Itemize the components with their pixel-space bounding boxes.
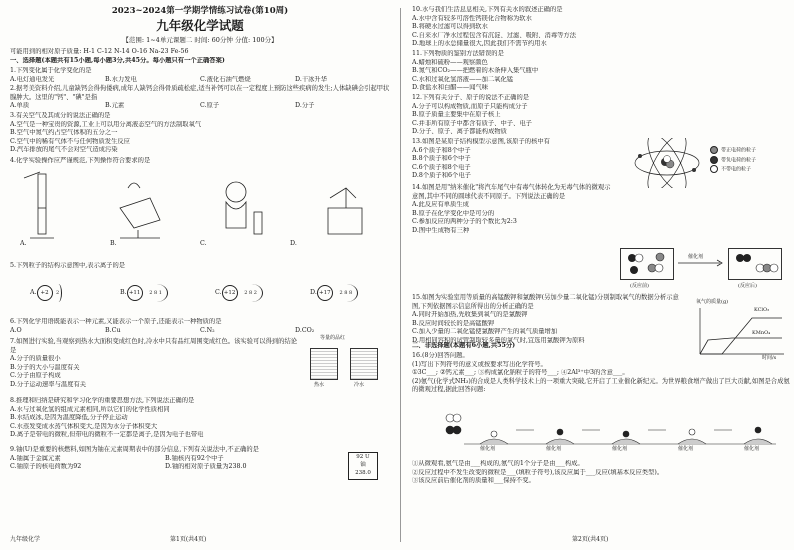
q12-option-a: A.分子可以构成物质,而原子只能构成分子 bbox=[412, 102, 528, 110]
q11-option-d: D.食盐水和白醋——闻气味 bbox=[412, 84, 489, 92]
q3-option-d: D.汽车排放的尾气不会对空气造成污染 bbox=[10, 146, 118, 154]
question-8: 8.推理和归纳是研究和学习化学的重要思想方法,下列说法正确的是 A.水与过氧化氢的组成元素相同,所以它们的化学性质相同 B.水结成冰,是因为温度降低,分子停止运动 C.水蒸发变成水蒸气体积变大,是因为水分子体积变大 D.离子是带电的微粒,但带电的微粒不一定都是离子,是因为电子也带电 bbox=[10, 397, 390, 440]
q4-option-d: D. bbox=[290, 240, 297, 247]
q13-option-a: A.6个质子和8个中子 bbox=[412, 146, 471, 154]
q10-option-d: D.地球上的水总储量很大,因此我们不需节约用水 bbox=[412, 40, 547, 48]
series-label-kclo3: KClO₃ bbox=[754, 307, 770, 313]
q4-option-b: B. bbox=[110, 240, 117, 247]
q7-option-d: D.分子运动速率与温度有关 bbox=[10, 380, 87, 388]
question-15: 15.如图为实验室用等质量的高锰酸钾和氯酸钾(另加少量二氧化锰)分别制取氧气的数据分析示意图,下列依据图示信息所得出的分析正确的是 A.同时开始加热,先收集到氧气的是氯酸钾 B.反应时间较长的是高锰酸钾 C.加入少量的二氧化锰使氯酸钾产生的氧气质量增加 D.用相同容积的试管制取较多量的氧气时,宜选用氯酸钾为原料 bbox=[412, 294, 682, 346]
atom-legend: 带正电荷的粒子 带负电荷的粒子 不带电的粒子 bbox=[710, 146, 756, 175]
q14-option-c: C.参加反应的两种分子的个数比为2:3 bbox=[412, 218, 517, 226]
section1-heading: 一、选择题(本题共有15小题,每小题3分,共45分。每小题只有一个正确答案) bbox=[10, 57, 225, 64]
question-3: 3.有关空气及其成分的说法正确的是 A.空气是一种宝贵的资源,工业上可以用分离液态空气的方法制取氧气 B.空气中氮气约占空气体积的五分之一 C.空气中的稀有气体不与任何物质发生反应 D.汽车排放的尾气不会对空气造成污染 bbox=[10, 112, 390, 155]
q13-option-d: D.8个质子和6个电子 bbox=[412, 172, 471, 180]
q8-option-c: C.水蒸发变成水蒸气体积变大,是因为水分子体积变大 bbox=[10, 422, 158, 430]
atom-diagram-a: A. +2 2 bbox=[30, 284, 62, 302]
q13-option-c: C.6个质子和8个电子 bbox=[412, 163, 471, 171]
q3-option-b: B.空气中氮气约占空气体积的五分之一 bbox=[10, 129, 118, 137]
q3-option-a: A.空气是一种宝贵的资源,工业上可以用分离液态空气的方法制取氧气 bbox=[10, 120, 202, 128]
q6-option-c: C.N₂ bbox=[200, 326, 215, 334]
q3-option-c: C.空气中的稀有气体不与任何物质发生反应 bbox=[10, 137, 130, 145]
catalyst-reaction-figure: 催化剂 (反应前) (反应后) bbox=[620, 248, 790, 294]
question-10: 10.水与我们生活息息相关,下列有关水的叙述正确的是 A.水中含有较多可溶性钙镁化合物称为软水 B.将硬水过滤可以得到软水 C.自来水厂净水过程包含有沉淀、过滤、吸附、消毒等方法 D.地球上的水总储量很大,因此我们不需节约用水 bbox=[412, 6, 792, 49]
q2-option-b: B.元素 bbox=[105, 102, 125, 110]
q7-option-a: A.分子的质量很小 bbox=[10, 355, 61, 363]
question-1: 1.下列变化属于化学变化的是 A.电灯通电发光 B.水力发电 C.液化石油气燃烧 D.干冰升华 bbox=[10, 67, 390, 84]
ammonia-synthesis-figure: 催化剂 催化剂 催化剂 催化剂 催化剂 bbox=[440, 410, 780, 454]
atom-diagram-d: D. +17 2 8 8 bbox=[310, 284, 358, 302]
q2-option-a: A.单质 bbox=[10, 102, 30, 110]
question-7: 7.如图进行实验,当观察到热水大面积变成红色时,冷水中只有品红周围变成红色。该实验可以得到的结论是 A.分子的质量很小 B.分子的大小与温度有关 C.分子由原子构成 D.分子运动速率与温度有关 bbox=[10, 338, 300, 390]
atomic-masses: 可能用到的相对原子质量: H-1 C-12 N-14 O-16 Na-23 Fe-56 bbox=[10, 48, 189, 55]
q6-option-a: A.O bbox=[10, 326, 22, 334]
left-column bbox=[10, 0, 390, 550]
q15-option-d: D.用相同容积的试管制取较多量的氧气时,宜选用氯酸钾为原料 bbox=[412, 336, 585, 344]
q11-option-b: B.氮气和CO₂——把燃着的木条伸入集气瓶中 bbox=[412, 67, 539, 75]
q9-option-c: C.铀原子的核电荷数为92 bbox=[10, 463, 82, 471]
q14-option-a: A.此反应有单质生成 bbox=[412, 201, 469, 209]
q14-option-b: B.原子在化学变化中是可分的 bbox=[412, 209, 495, 217]
question-5: 5.下列粒子的结构示意图中,表示离子的是 bbox=[10, 262, 126, 269]
q10-option-b: B.将硬水过滤可以得到软水 bbox=[412, 23, 488, 31]
q1-option-c: C.液化石油气燃烧 bbox=[200, 75, 251, 83]
question-4: 4.化学实验操作应严谨规范,下列操作符合要求的是 bbox=[10, 157, 151, 164]
question-16-subparts: ①从微观看,氨气是由___构成的,氨气的1个分子是由___构成。 ②反应过程中不发生改变的微粒是___(填粒子符号),该反应属于___反应(填基本反应类型)。 ③该反应前后催化剂的质量和___保持不变。 bbox=[412, 460, 664, 485]
question-2: 2.据考美资料介绍,儿童缺钙会得佝偻病,成年人缺钙会得骨质疏松症,适当补钙可以在一定程度上预防这些疾病的发生;人体缺碘会引起甲状腺肿大。这里的"钙"、"碘"是指 A.单质 B.元素 C.原子 D.分子 bbox=[10, 85, 390, 110]
oxygen-mass-chart: 氧气的质量(g) KClO₃ KMnO₄ 时间/s bbox=[692, 298, 788, 360]
section2-heading: 二、非选择题(本题有6小题,共55分) bbox=[412, 342, 516, 349]
q9-option-b: B.铀核内有92个中子 bbox=[165, 454, 224, 462]
footer-left-subject: 九年级化学 bbox=[10, 536, 41, 543]
q7-option-b: B.分子的大小与温度有关 bbox=[10, 363, 80, 371]
q12-option-b: B.原子质量主要集中在原子核上 bbox=[412, 111, 501, 119]
q7-beaker-figure: 等量的品红 热水 冷水 bbox=[302, 334, 388, 394]
q12-option-d: D.分子、原子、离子都能构成物质 bbox=[412, 128, 507, 136]
q8-option-d: D.离子是带电的微粒,但带电的微粒不一定都是离子,是因为电子也带电 bbox=[10, 431, 204, 439]
q8-option-a: A.水与过氧化氢的组成元素相同,所以它们的化学性质相同 bbox=[10, 405, 170, 413]
q8-option-b: B.水结成冰,是因为温度降低,分子停止运动 bbox=[10, 414, 128, 422]
q9-option-a: A.铀属于金属元素 bbox=[10, 454, 61, 462]
q9-option-d: D.铀的相对原子质量为238.0 bbox=[165, 463, 247, 471]
uranium-element-card: 92 U 铀 238.0 bbox=[348, 452, 378, 480]
q1-option-d: D.干冰升华 bbox=[295, 75, 328, 83]
question-12: 12.下列有关分子、原子的说法不正确的是 A.分子可以构成物质,而原子只能构成分子 B.原子质量主要集中在原子核上 C.并非所有原子中都含有质子、中子、电子 D.分子、原子、离子都能构成物质 bbox=[412, 94, 792, 137]
atom-diagram-b: B. +11 2 8 1 bbox=[120, 284, 168, 302]
series-label-kmno4: KMnO₄ bbox=[752, 330, 771, 336]
q15-option-b: B.反应时间较长的是高锰酸钾 bbox=[412, 319, 495, 327]
question-16: 16.(8分)回答问题。 (1)写出下列符号的意义或按要求写出化学符号。 ①3C___; ②钙元素___; ③构成氯化钠粒子的符号___; ④2Al³⁺中3的含意___。 (2)氨气(化学式NH₃)的合成是人类科学技术上的一项重大突破,它开启了工业催化新纪元。为世界粮食增产做出了巨大贡献,如图是合成氨的微观过程,据此回答问题: bbox=[412, 352, 790, 394]
q10-option-a: A.水中含有较多可溶性钙镁化合物称为软水 bbox=[412, 14, 532, 22]
q12-option-c: C.并非所有原子中都含有质子、中子、电子 bbox=[412, 119, 532, 127]
q4-figures bbox=[10, 168, 390, 254]
q2-option-d: D.分子 bbox=[295, 102, 315, 110]
q11-option-c: C.水和过氧化氢溶液——加二氧化锰 bbox=[412, 75, 514, 83]
question-14: 14.如图是用"纳米催化"将汽车尾气中有毒气体转化为无毒气体的微观示意图,其中不同的圆球代表不同原子。下列说法正确的是 A.此反应有单质生成 B.原子在化学变化中是可分的 C.参加反应的两种分子的个数比为2:3 D.图中生成物有三种 bbox=[412, 184, 611, 234]
q14-option-d: D.图中生成物有三种 bbox=[412, 226, 470, 234]
exam-meta: 【范围: 1~4单元课题二 时间: 60分钟 分值: 100分】 bbox=[122, 36, 278, 44]
q15-option-a: A.同时开始加热,先收集到氧气的是氯酸钾 bbox=[412, 311, 528, 319]
exam-header-title: 2023~2024第一学期学情练习试卷(第10周) bbox=[111, 6, 289, 16]
question-11: 11.下列物质的鉴别方法错误的是 A.蜡烛和硫粉——观察颜色 B.氮气和CO₂——把燃着的木条伸入集气瓶中 C.水和过氧化氢溶液——加二氧化锰 D.食盐水和白醋——闻气味 bbox=[412, 50, 792, 93]
q13-option-b: B.8个质子和6个中子 bbox=[412, 155, 471, 163]
question-9: 9.铀(U)是重要的核燃料,如图为铀在元素周期表中的部分信息,下列有关说法中,不正确的是 A.铀属于金属元素 B.铀核内有92个中子 C.铀原子的核电荷数为92 D.铀的相对原子质量为238.0 bbox=[10, 446, 320, 472]
q6-option-d: D.CO₂ bbox=[295, 326, 315, 334]
q4-option-c: C. bbox=[200, 240, 207, 247]
footer-left-page: 第1页(共4页) bbox=[170, 536, 207, 543]
q5-atom-diagrams bbox=[10, 280, 390, 310]
footer-right-page: 第2页(共4页) bbox=[572, 536, 609, 543]
q6-option-b: B.Cu bbox=[105, 326, 121, 334]
column-divider bbox=[400, 8, 401, 542]
question-6: 6.下列化学用语既能表示一种元素,又能表示一个原子,还能表示一种物质的是 A.O B.Cu C.N₂ D.CO₂ bbox=[10, 318, 390, 335]
atom-diagram-c: C. +12 2 8 2 bbox=[215, 284, 263, 302]
q7-option-c: C.分子由原子构成 bbox=[10, 372, 61, 380]
q4-option-a: A. bbox=[20, 240, 27, 247]
q1-option-a: A.电灯通电发光 bbox=[10, 75, 55, 83]
q11-option-a: A.蜡烛和硫粉——观察颜色 bbox=[412, 58, 488, 66]
right-column bbox=[412, 0, 792, 550]
q15-option-c: C.加入少量的二氧化锰使氯酸钾产生的氧气质量增加 bbox=[412, 328, 558, 336]
exam-subject-title: 九年级化学试题 bbox=[156, 18, 244, 33]
atom-model-figure bbox=[632, 138, 702, 188]
question-13: 13.如图是某原子结构模型示意图,该原子的核中有 A.6个质子和8个中子 B.8个质子和6个中子 C.6个质子和8个电子 D.8个质子和6个电子 bbox=[412, 138, 622, 181]
q2-option-c: C.原子 bbox=[200, 102, 220, 110]
q1-option-b: B.水力发电 bbox=[105, 75, 137, 83]
q10-option-c: C.自来水厂净水过程包含有沉淀、过滤、吸附、消毒等方法 bbox=[412, 31, 577, 39]
